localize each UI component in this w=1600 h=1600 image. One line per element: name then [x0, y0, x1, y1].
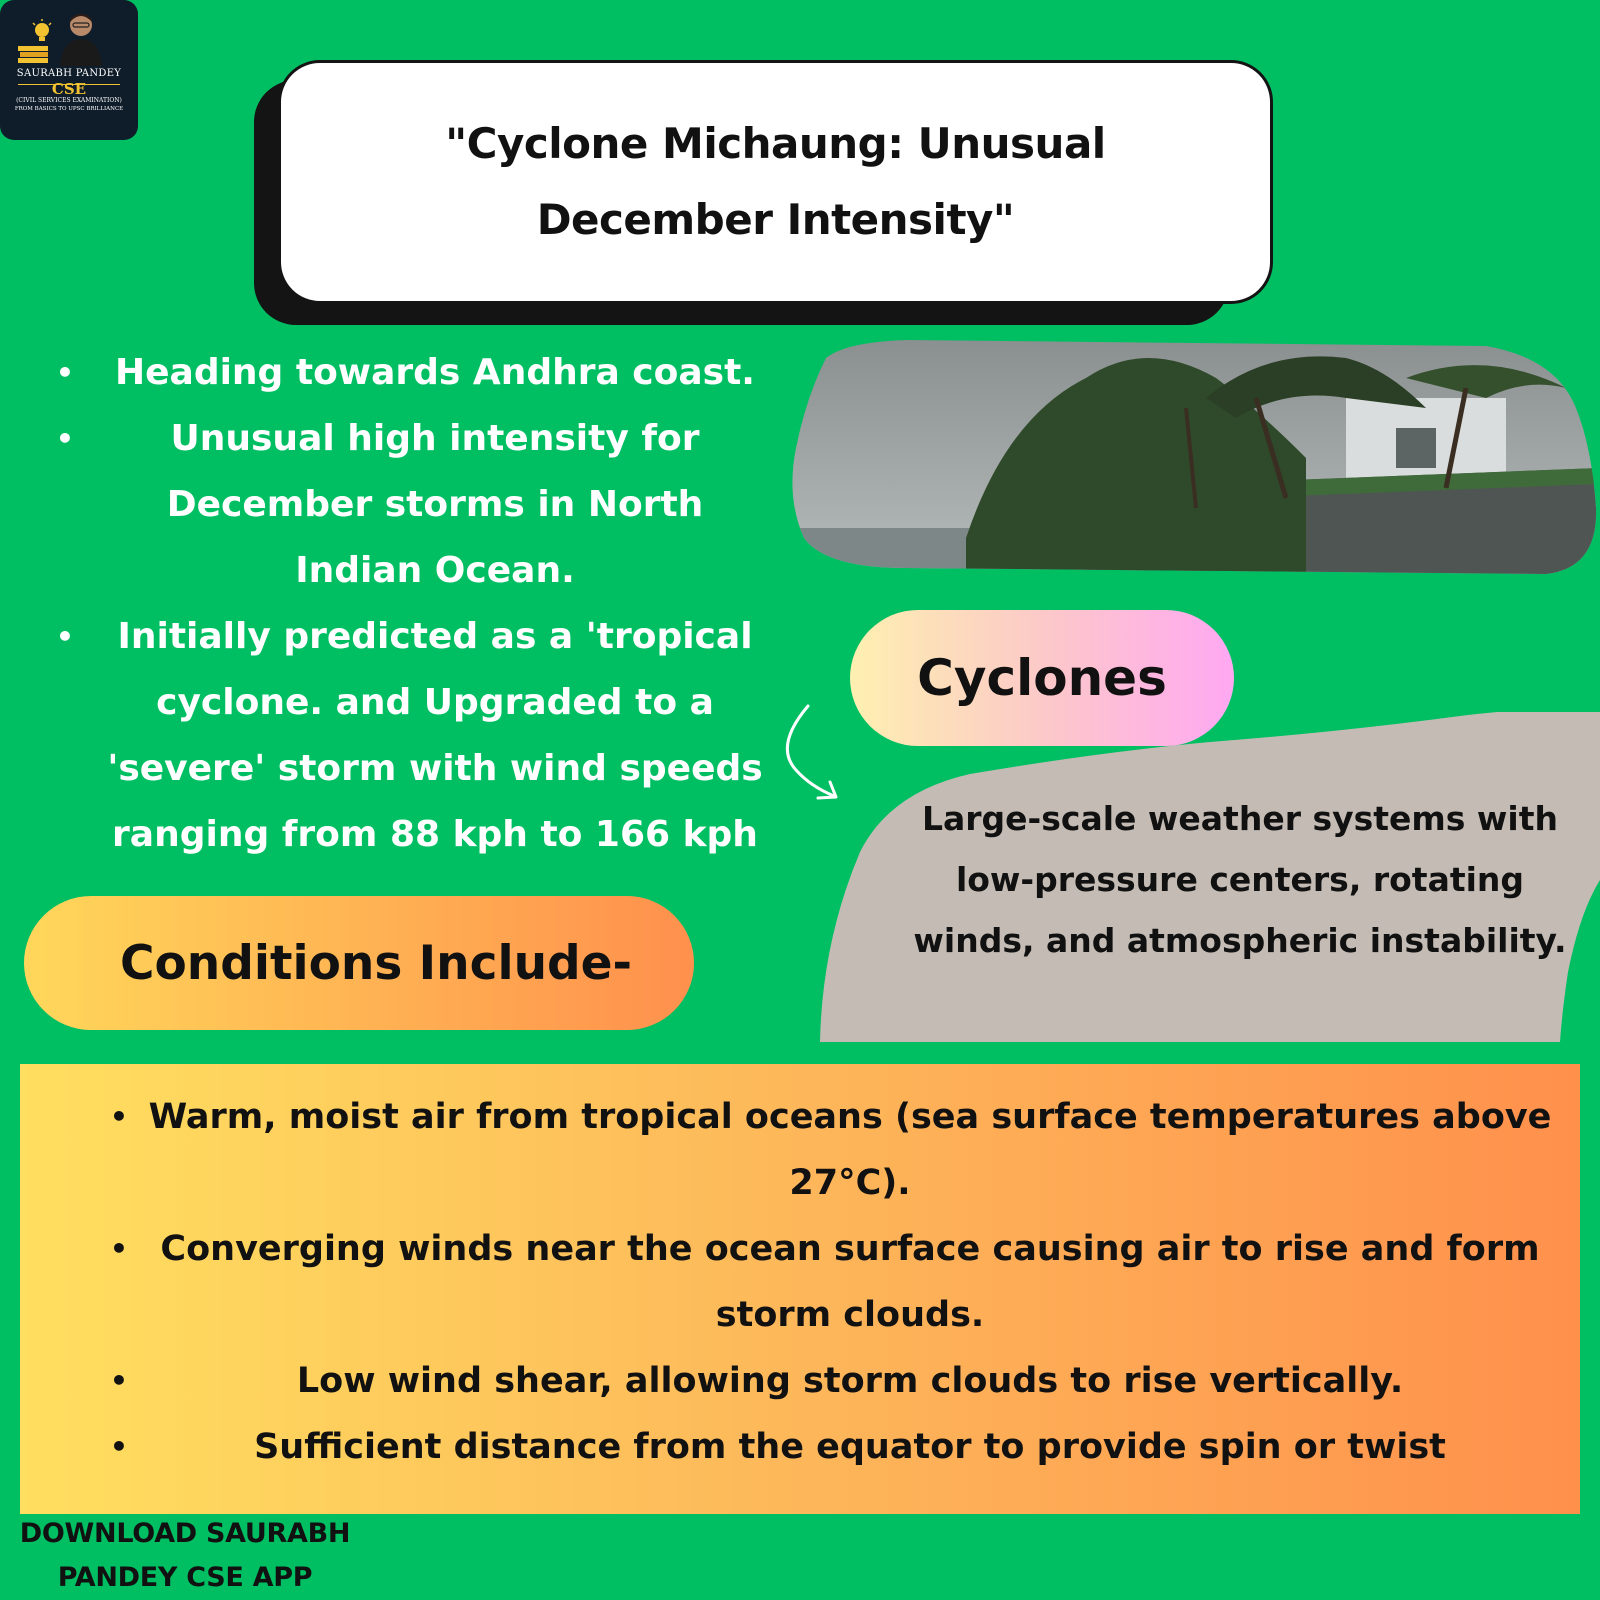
title-card	[278, 60, 1273, 304]
logo-name: SAURABH PANDEY	[16, 68, 122, 79]
conditions-box	[20, 1064, 1580, 1514]
condition-item: • Low wind shear, allowing storm clouds to rise vertically.	[110, 1348, 1560, 1414]
presenter-photo	[58, 10, 104, 66]
stormy-coast-photo	[786, 338, 1598, 576]
cyclones-definition: Large-scale weather systems with low-pressure centers, rotating winds, and atmospheric instability.	[913, 799, 1567, 960]
page-title: "Cyclone Michaung: Unusual December Intensity"	[445, 119, 1106, 244]
logo-subtitle: (CIVIL SERVICES EXAMINATION)	[16, 97, 122, 104]
condition-item: • Sufficient distance from the equator to provide spin or twist	[110, 1414, 1560, 1480]
intro-list	[40, 340, 770, 868]
logo-tagline: FROM BASICS TO UPSC BRILLIANCE	[14, 106, 124, 112]
condition-item: • Converging winds near the ocean surface causing air to rise and form storm clouds.	[110, 1216, 1560, 1348]
intro-point: • Unusual high intensity for December storms in North Indian Ocean.	[40, 406, 770, 604]
lightbulb-books-icon	[14, 18, 58, 64]
logo-cse: CSE	[51, 80, 87, 98]
condition-item: • Warm, moist air from tropical oceans (sea surface temperatures above 27°C).	[110, 1084, 1560, 1216]
conditions-heading: Conditions Include-	[24, 896, 694, 1030]
intro-point: • Heading towards Andhra coast.	[40, 340, 770, 406]
download-app-text: DOWNLOAD SAURABH PANDEY CSE APP	[19, 1518, 351, 1593]
brand-logo	[0, 0, 138, 140]
cyclones-heading: Cyclones	[850, 610, 1234, 746]
conditions-list	[110, 1084, 1560, 1480]
intro-point: • Initially predicted as a 'tropical cyclone. and Upgraded to a 'severe' storm with wind speeds ranging from 88 kph to 166 kph	[40, 604, 770, 868]
